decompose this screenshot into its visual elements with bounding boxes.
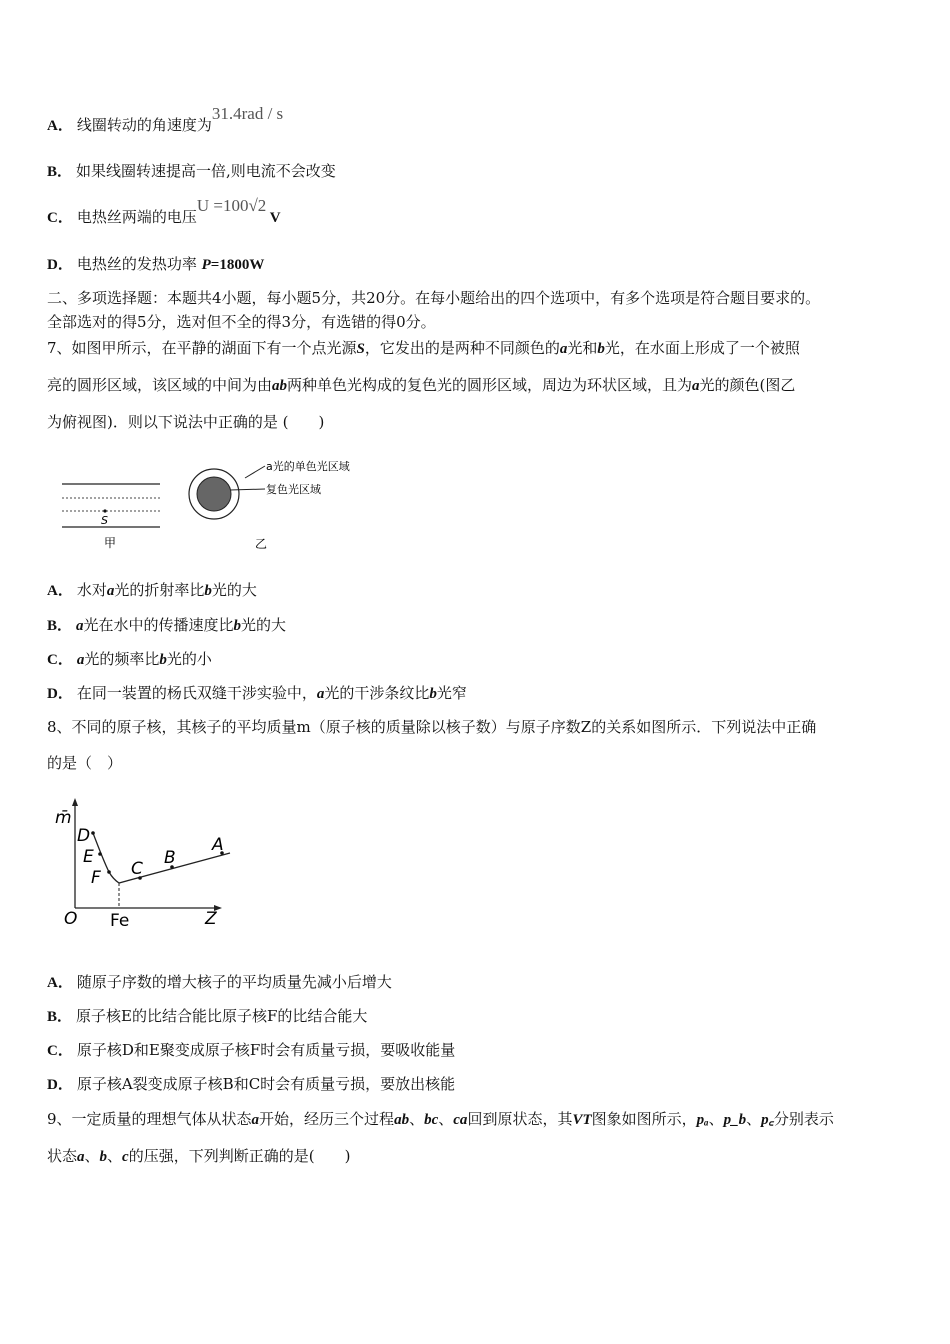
text-segment: 光的频率比 [84, 650, 160, 668]
text-segment: 开始，经历三个过程 [259, 1110, 395, 1128]
text-segment: ab [272, 378, 288, 394]
option-label: D． [47, 257, 73, 273]
text-line [47, 1006, 367, 1027]
text-segment: 光和 [567, 339, 598, 357]
text-segment: =1800W [210, 257, 265, 273]
text-segment: a [251, 1112, 260, 1128]
text-line [47, 338, 800, 359]
figure-yi [189, 459, 350, 551]
text-segment: 、 [107, 1147, 123, 1165]
label-b: B [164, 848, 176, 868]
text-segment: b [159, 652, 167, 668]
text-line [47, 580, 257, 601]
text-segment: 的压强，下列判断正确的是( ) [128, 1147, 351, 1165]
text-line [47, 288, 820, 308]
text-segment: a [106, 583, 115, 599]
ring-region-label: a光的单色光区域 [266, 460, 350, 473]
core-region-label: 复色光区域 [266, 483, 321, 496]
text-segment: 图象如图所示， [591, 1110, 697, 1128]
text-segment: 光的颜色(图乙 [699, 376, 796, 394]
label-c: C [131, 859, 143, 879]
figure-jia [62, 484, 160, 550]
text-segment: a [559, 341, 568, 357]
text-segment: b [597, 341, 605, 357]
option-label: C． [47, 652, 73, 668]
text-segment: 光的大 [211, 581, 257, 599]
point-f [107, 870, 111, 874]
text-segment: 在同一装置的杨氏双缝干涉实验中， [76, 684, 317, 702]
text-segment: 水对 [76, 581, 107, 599]
text-line [47, 104, 284, 136]
text-line [47, 683, 467, 704]
text-line [47, 1109, 834, 1130]
text-segment: 、 [84, 1147, 100, 1165]
text-segment: a [76, 618, 84, 634]
text-line [47, 161, 336, 182]
text-segment: 光的小 [166, 650, 212, 668]
text-line [47, 312, 436, 332]
text-segment: P [201, 257, 211, 273]
source-label: S [101, 514, 108, 527]
text-line [47, 615, 286, 636]
text-segment: 全部选对的得5分，选对但不全的得3分，有选错的得0分。 [47, 313, 436, 331]
text-segment: 随原子序数的增大核子的平均质量先减小后增大 [76, 973, 392, 991]
formula: 31.4rad / s [211, 104, 284, 123]
text-segment: ，它发出的是两种不同颜色的 [364, 339, 560, 357]
text-segment: c [122, 1149, 129, 1165]
text-segment: 为俯视图)．则以下说法中正确的是 ( ) [47, 413, 325, 431]
text-line [47, 196, 281, 228]
yi-label: 乙 [255, 537, 268, 551]
jia-label: 甲 [104, 536, 117, 550]
text-line [47, 972, 392, 993]
text-segment: p꜀ [761, 1112, 774, 1128]
option-label: B． [47, 164, 73, 180]
text-line [47, 1146, 350, 1167]
formula: U =100√2 [196, 196, 267, 215]
text-segment: 光在水中的传播速度比 [83, 616, 234, 634]
text-segment: 原子核E的比结合能比原子核F的比结合能大 [76, 1007, 368, 1025]
x-axis-label: Z [205, 909, 217, 929]
text-segment: 光，在水面上形成了一个被照 [604, 339, 800, 357]
text-segment: ca [453, 1112, 468, 1128]
text-segment: 光的干涉条纹比 [324, 684, 430, 702]
text-segment: 、 [708, 1110, 724, 1128]
text-segment: 光的大 [241, 616, 287, 634]
text-segment: 线圈转动的角速度为 [76, 116, 212, 134]
text-segment: p_b [723, 1112, 747, 1128]
text-segment: S [356, 341, 365, 357]
text-segment: 原子核D和E聚变成原子核F时会有质量亏损，要吸收能量 [76, 1041, 456, 1059]
text-segment: 9、一定质量的理想气体从状态 [47, 1110, 252, 1128]
text-segment: b [233, 618, 242, 634]
text-segment: 的是（ ） [47, 754, 123, 772]
text-segment: 、 [409, 1110, 425, 1128]
text-segment: 如果线圈转速提高一倍,则电流不会改变 [76, 162, 336, 180]
text-segment: 电热丝的发热功率 [76, 255, 202, 273]
option-label: A． [47, 975, 73, 991]
text-line [47, 254, 264, 275]
point-e [98, 852, 102, 856]
fe-label: Fe [110, 911, 130, 931]
text-segment: 二、多项选择题：本题共4小题，每小题5分，共20分。在每小题给出的四个选项中，有多个选项是符合题目要求的。 [47, 289, 821, 307]
text-segment: 状态 [47, 1147, 78, 1165]
text-segment: a [76, 652, 85, 668]
figure-8-graph [0, 790, 260, 940]
text-line [47, 412, 324, 432]
curve [93, 833, 230, 883]
text-segment: V [266, 210, 281, 226]
text-segment: b [429, 686, 437, 702]
text-segment: b [204, 583, 212, 599]
text-segment: 原子核A裂变成原子核B和C时会有质量亏损，要放出核能 [76, 1075, 456, 1093]
text-segment: ab [394, 1112, 410, 1128]
option-label: D． [47, 1077, 73, 1093]
label-a: A [212, 835, 224, 855]
text-segment: 亮的圆形区域，该区域的中间为由 [47, 376, 273, 394]
text-segment: 光的折射率比 [114, 581, 205, 599]
figure-7-diagram [0, 440, 400, 560]
text-segment: 分别表示 [773, 1110, 834, 1128]
label-f: F [91, 868, 101, 888]
text-line [47, 1040, 455, 1061]
text-segment: VT [572, 1112, 592, 1128]
text-line [47, 649, 212, 670]
option-label: B． [47, 1009, 73, 1025]
point-d [91, 831, 95, 835]
option-label: C． [47, 210, 73, 226]
text-segment: 、 [746, 1110, 762, 1128]
text-line [47, 717, 816, 737]
text-segment: 、 [438, 1110, 454, 1128]
text-segment: 光窄 [436, 684, 467, 702]
option-label: D． [47, 686, 73, 702]
option-label: A． [47, 583, 73, 599]
text-line [47, 1074, 455, 1095]
text-segment: a [692, 378, 700, 394]
option-label: C． [47, 1043, 73, 1059]
text-segment: 电热丝两端的电压 [76, 208, 197, 226]
option-label: B． [47, 618, 73, 634]
text-segment: bc [424, 1112, 439, 1128]
text-segment: b [99, 1149, 108, 1165]
text-segment: 8、不同的原子核，其核子的平均质量m（原子核的质量除以核子数）与原子序数Z的关系如图所示．下列说法中正确 [47, 718, 817, 736]
text-line [47, 753, 122, 773]
text-segment: a [316, 686, 325, 702]
label-d: D [77, 826, 91, 846]
origin-label: O [64, 909, 78, 929]
text-line [47, 375, 795, 396]
text-segment: 7、如图甲所示，在平静的湖面下有一个点光源 [47, 339, 357, 357]
text-segment: pₐ [696, 1112, 709, 1128]
text-segment: a [77, 1149, 85, 1165]
y-axis-label: m̄ [55, 808, 72, 828]
text-segment: 两种单色光构成的复色光的圆形区域，周边为环状区域，且为 [287, 376, 693, 394]
label-e: E [83, 847, 94, 867]
option-label: A． [47, 118, 73, 134]
text-segment: 回到原状态，其 [467, 1110, 573, 1128]
